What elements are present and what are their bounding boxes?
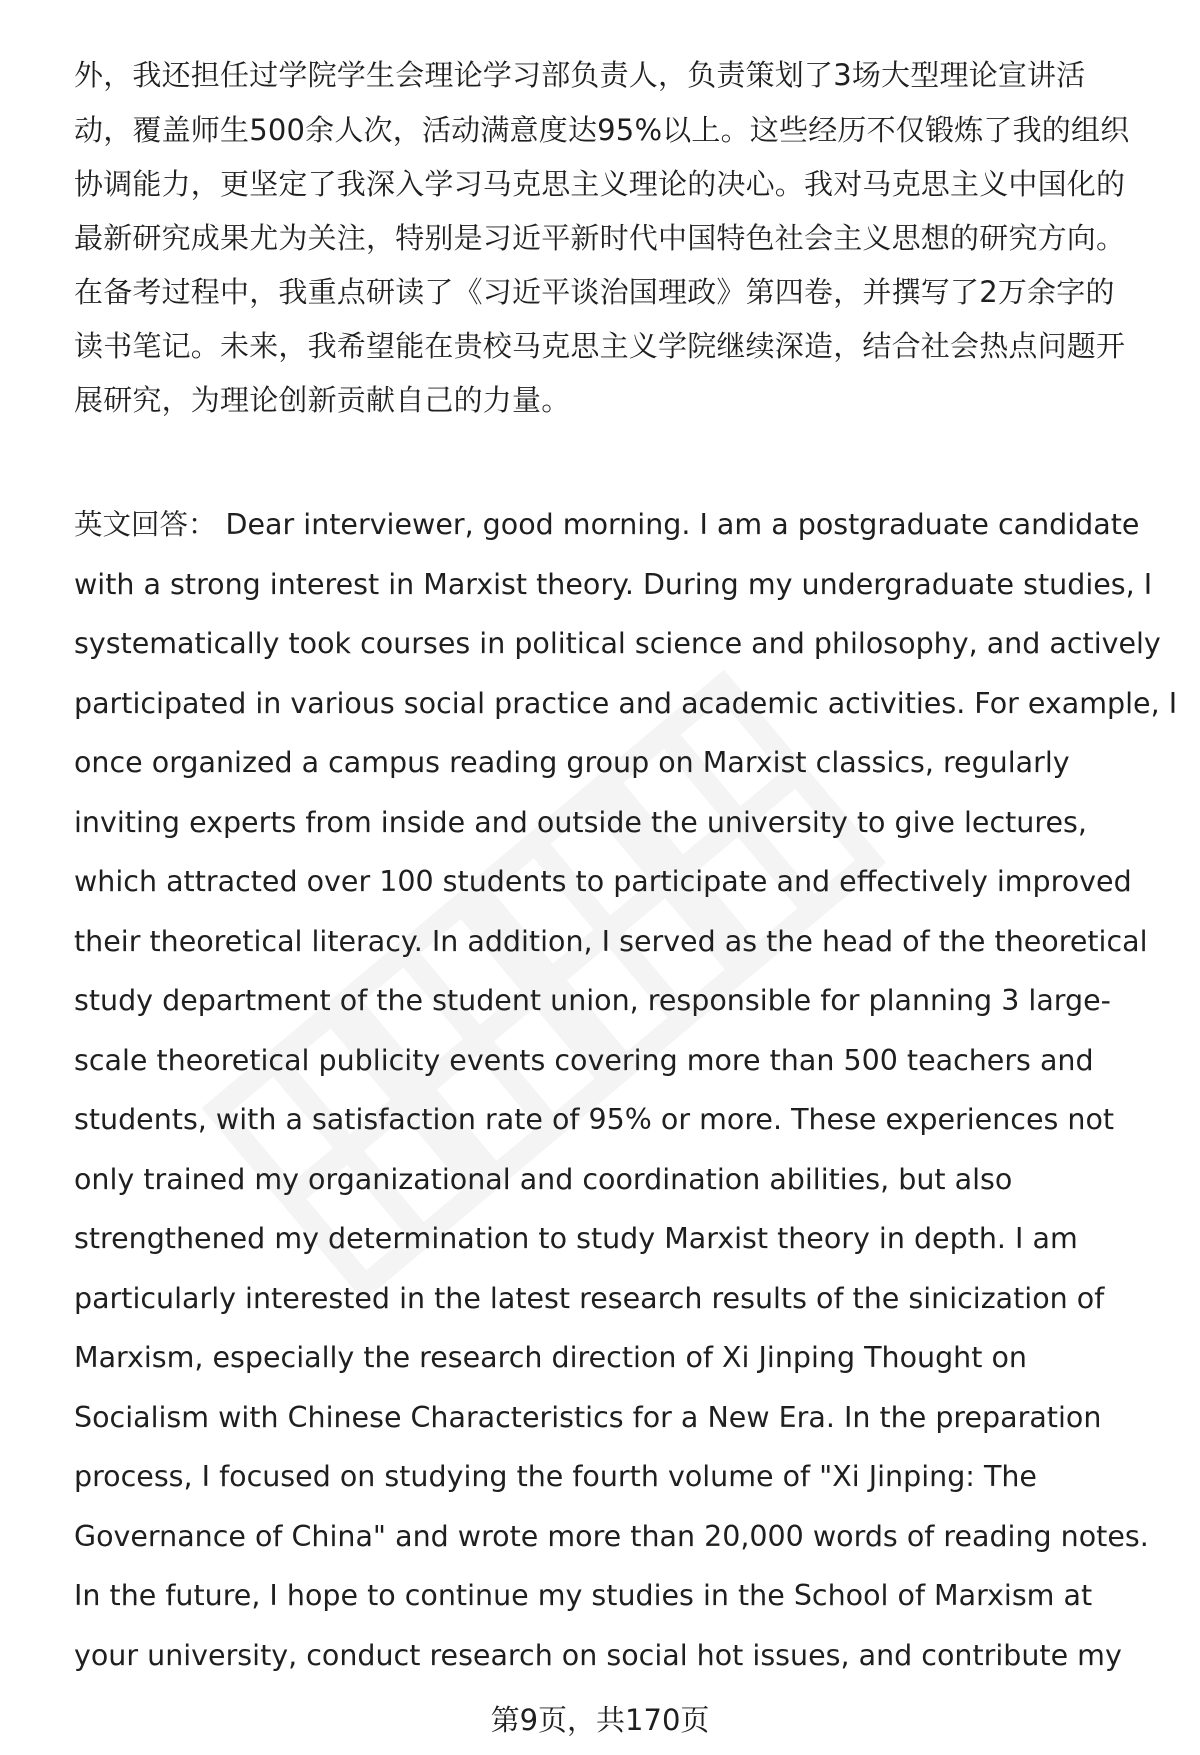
text-line: which attracted over 100 students to participate and effectively improved xyxy=(74,865,1132,898)
text-line: study department of the student union, responsible for planning 3 large- xyxy=(74,984,1111,1017)
text-line: 动，覆盖师生500余人次，活动满意度达95%以上。这些经历不仅锻炼了我的组织 xyxy=(74,113,1130,147)
text-line: only trained my organizational and coordination abilities, but also xyxy=(74,1163,1013,1196)
text-line: Marxism, especially the research direction of Xi Jinping Thought on xyxy=(74,1341,1027,1374)
text-line: their theoretical literacy. In addition, I served as the head of the theoretical xyxy=(74,925,1148,958)
text-line: scale theoretical publicity events covering more than 500 teachers and xyxy=(74,1044,1094,1077)
text-line: particularly interested in the latest research results of the sinicization of xyxy=(74,1282,1105,1315)
text-line: strengthened my determination to study Marxist theory in depth. I am xyxy=(74,1222,1078,1255)
text-line: once organized a campus reading group on Marxist classics, regularly xyxy=(74,746,1070,779)
text-line: inviting experts from inside and outside the university to give lectures, xyxy=(74,806,1087,839)
text-line: 读书笔记。未来，我希望能在贵校马克思主义学院继续深造，结合社会热点问题开 xyxy=(74,329,1126,363)
text-line: 协调能力，更坚定了我深入学习马克思主义理论的决心。我对马克思主义中国化的 xyxy=(74,167,1126,201)
text-line: 最新研究成果尤为关注，特别是习近平新时代中国特色社会主义思想的研究方向。 xyxy=(74,221,1126,255)
text-line: 英文回答： Dear interviewer, good morning. I am a postgraduate candidate xyxy=(74,508,1140,541)
text-line: systematically took courses in political science and philosophy, and actively xyxy=(74,627,1161,660)
text-line: process, I focused on studying the fourth volume of "Xi Jinping: The xyxy=(74,1460,1037,1493)
text-line: participated in various social practice and academic activities. For example, I xyxy=(74,687,1178,720)
text-line: 在备考过程中，我重点研读了《习近平谈治国理政》第四卷，并撰写了2万余字的 xyxy=(74,275,1115,309)
text-line: Governance of China" and wrote more than 20,000 words of reading notes. xyxy=(74,1520,1149,1553)
text-line: In the future, I hope to continue my studies in the School of Marxism at xyxy=(74,1579,1093,1612)
text-line: students, with a satisfaction rate of 95% or more. These experiences not xyxy=(74,1103,1115,1136)
text-line: 展研究，为理论创新贡献自己的力量。 xyxy=(74,383,571,417)
text-line: your university, conduct research on social hot issues, and contribute my xyxy=(74,1639,1122,1672)
text-line: 外，我还担任过学院学生会理论学习部负责人，负责策划了3场大型理论宣讲活 xyxy=(74,58,1086,92)
text-line: Socialism with Chinese Characteristics for a New Era. In the preparation xyxy=(74,1401,1102,1434)
page-number-footer: 第9页，共170页 xyxy=(490,1703,710,1737)
text-line: with a strong interest in Marxist theory. During my undergraduate studies, I xyxy=(74,568,1153,601)
